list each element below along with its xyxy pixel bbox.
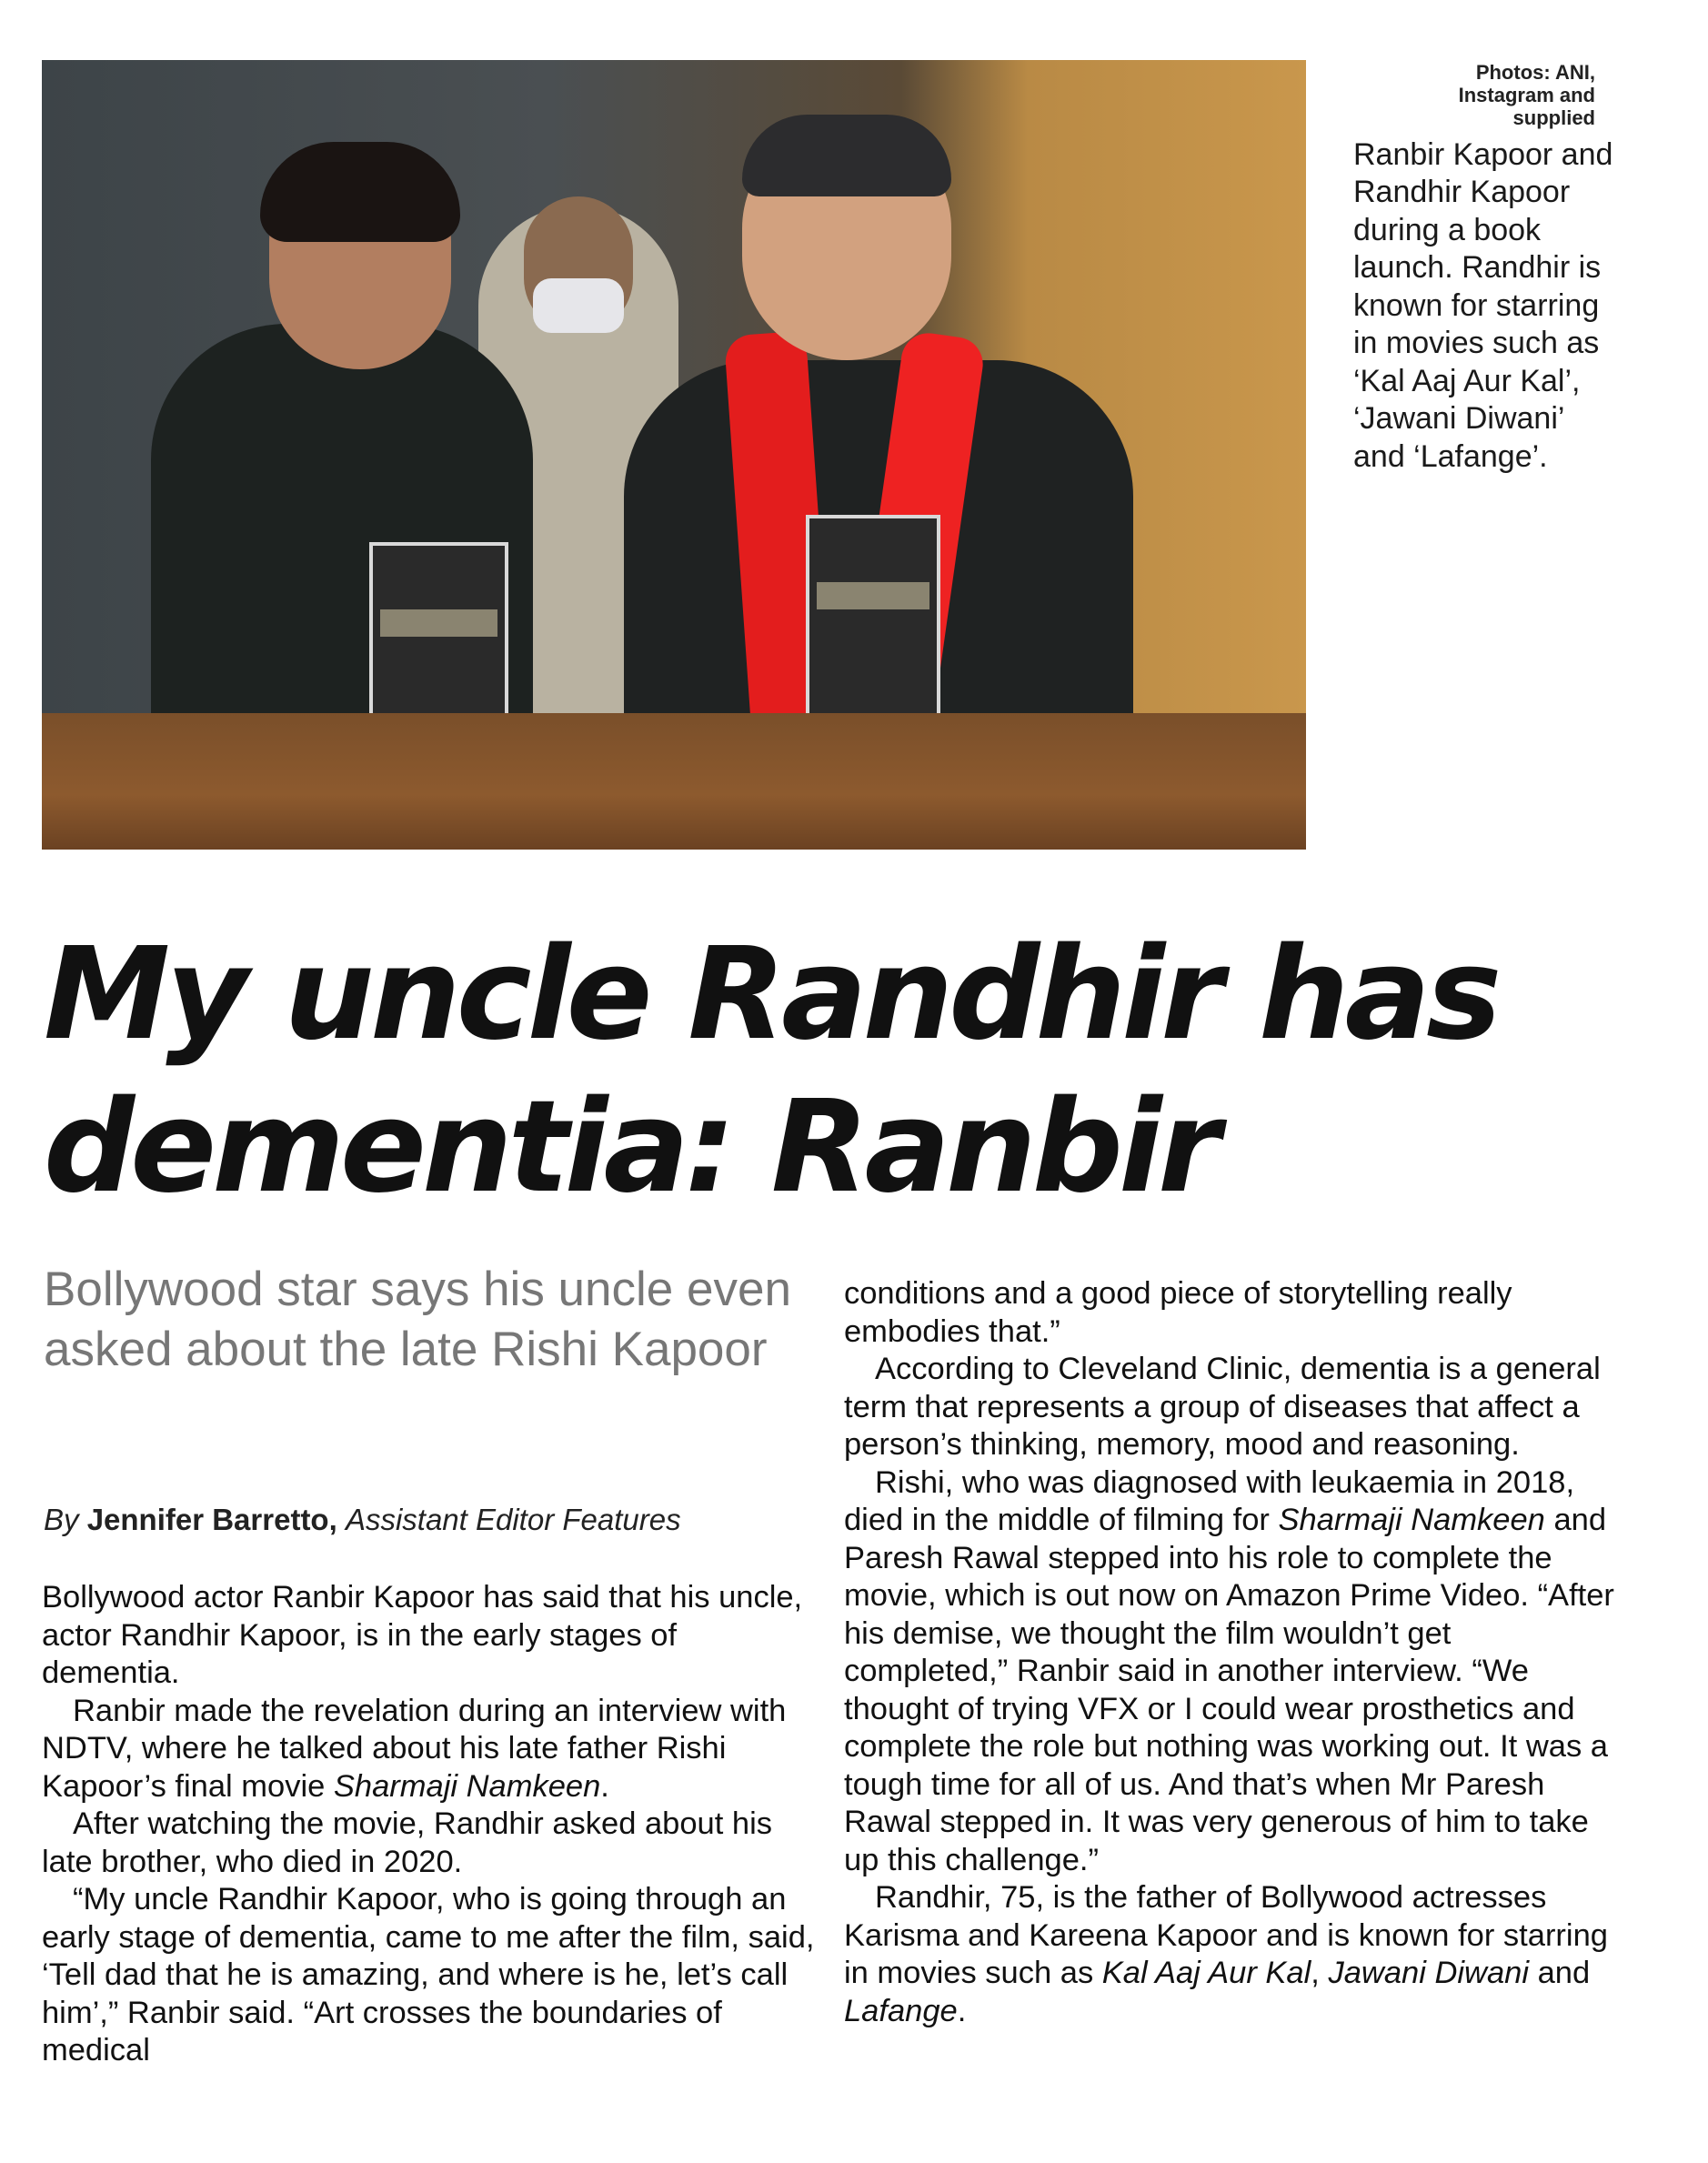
photo-caption: Ranbir Kapoor and Randhir Kapoor during a book launch. Randhir is known for starring in movies such as ‘Kal Aaj Aur Kal’, ‘Jawani Diwani’ and ‘Lafange’. bbox=[1353, 137, 1613, 474]
body-column-2 bbox=[844, 1275, 1617, 2030]
byline bbox=[44, 1503, 826, 1537]
byline-by: By bbox=[44, 1503, 79, 1536]
body-paragraph-4-continued: conditions and a good piece of storytelling really embodies that.” bbox=[844, 1276, 1512, 1349]
randhir-hair bbox=[742, 115, 951, 196]
headline-line-1: My uncle Randhir has bbox=[44, 921, 1498, 1069]
body-paragraph-3: After watching the movie, Randhir asked about his late brother, who died in 2020. bbox=[42, 1806, 773, 1879]
face-mask bbox=[533, 278, 624, 333]
p7-title-2: Jawani Diwani bbox=[1328, 1956, 1529, 1990]
byline-role: Assistant Editor Features bbox=[345, 1503, 681, 1536]
book-held-by-ranbir bbox=[369, 542, 508, 731]
p7-sep: , bbox=[1311, 1956, 1320, 1990]
p6-start: Rishi, who was diagnosed with leukaemia in 2018, died in the middle of filming for bbox=[844, 1464, 1575, 1537]
byline-author: Jennifer Barretto, bbox=[86, 1503, 337, 1536]
p2-text: Ranbir made the revelation during an interview with NDTV, where he talked about his late father Rishi Kapoor’s final movie bbox=[42, 1693, 787, 1804]
body-paragraph-2 bbox=[42, 1693, 815, 1806]
stage-floor bbox=[42, 713, 1306, 850]
photo-credit: Photos: ANI, Instagram and supplied bbox=[1458, 61, 1595, 129]
ranbir-hair bbox=[260, 142, 460, 242]
p7-title-3: Lafange bbox=[844, 1993, 958, 2028]
body-column-1 bbox=[42, 1579, 815, 2070]
p6-end: and Paresh Rawal stepped into his role to complete the movie, which is out now on Amazon Prime Video. “After his demise, we thought the film wouldn’t get completed,” Ranbir said in another interview. “We thought of trying VFX or I could wear prosthetics and complete the role but nothing was working out. It was a tough time for all of us. And that’s when Mr Paresh Rawal stepped in. It was very generous of him to take up this challenge.” bbox=[844, 1503, 1614, 1877]
body-paragraph-6 bbox=[844, 1464, 1617, 1880]
body-paragraph-5: According to Cleveland Clinic, dementia is a general term that represents a group of diseases that affect a person’s thinking, memory, mood and reasoning. bbox=[844, 1352, 1601, 1462]
body-paragraph-7 bbox=[844, 1879, 1617, 2030]
p7-and: and bbox=[1537, 1956, 1591, 1990]
p2-end: . bbox=[600, 1768, 609, 1804]
p7-end: . bbox=[957, 1993, 967, 2028]
article-photo bbox=[42, 60, 1306, 850]
book-held-by-randhir bbox=[806, 515, 940, 718]
p7-title-1: Kal Aaj Aur Kal bbox=[1101, 1956, 1311, 1990]
headline bbox=[44, 919, 1663, 1224]
headline-line-2: dementia: Ranbir bbox=[44, 1073, 1216, 1222]
p2-movie-title: Sharmaji Namkeen bbox=[333, 1768, 601, 1804]
p7-start: Randhir, 75, is the father of Bollywood actresses Karisma and Kareena Kapoor and is known for starring in movies such as bbox=[844, 1880, 1608, 1990]
p6-movie-title: Sharmaji Namkeen bbox=[1278, 1503, 1545, 1537]
body-paragraph-4: “My uncle Randhir Kapoor, who is going through an early stage of dementia, came to me after the film, said, ‘Tell dad that he is amazing, and where is he, let’s call him’,” Ranbir said. “Art crosses the boundaries of medical bbox=[42, 1882, 815, 2067]
subheadline: Bollywood star says his uncle even asked about the late Rishi Kapoor bbox=[44, 1263, 791, 1376]
body-paragraph-1: Bollywood actor Ranbir Kapoor has said that his uncle, actor Randhir Kapoor, is in the early stages of dementia. bbox=[42, 1580, 803, 1690]
